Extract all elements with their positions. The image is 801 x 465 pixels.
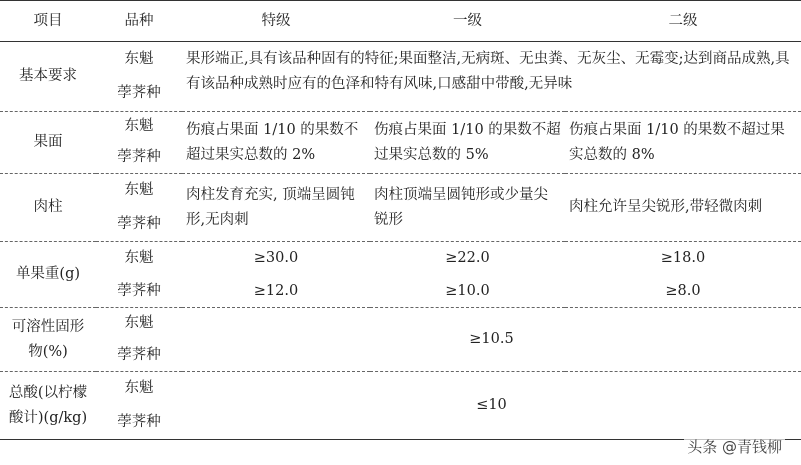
weight-item-cell: 单果重(g) <box>0 242 96 308</box>
soluble-item-cell: 可溶性固形物(%) <box>0 308 96 372</box>
surface-row-1 <box>0 112 801 142</box>
header-special-grade: 特级 <box>182 1 370 42</box>
weight-biqi-special: ≥12.0 <box>182 276 370 308</box>
weight-biqi-second: ≥8.0 <box>565 276 801 308</box>
watermark: 头条 @青钱柳 <box>684 436 785 457</box>
header-item: 项目 <box>0 1 96 42</box>
soluble-value: ≥10.5 <box>182 308 801 372</box>
basic-item-cell: 基本要求 <box>0 42 96 112</box>
variety-biqi: 荸荠种 <box>96 208 182 242</box>
basic-requirement-text: 果形端正,具有该品种固有的特征;果面整洁,无病斑、无虫粪、无灰尘、无霉变;达到商品成熟,具有该品种成熟时应有的色泽和特有风味,口感甜中带酸,无异味 <box>182 42 801 112</box>
variety-dongkui: 东魁 <box>124 118 154 135</box>
surface-special: 伤痕占果面 1/10 的果数不超过果实总数的 2% <box>182 112 370 174</box>
surface-item-cell: 果面 <box>0 112 96 174</box>
acid-item-cell: 总酸(以柠檬酸计)(g/kg) <box>0 372 96 440</box>
variety-biqi: 荸荠种 <box>96 142 182 174</box>
header-second-grade: 二级 <box>565 1 801 42</box>
variety-biqi: 荸荠种 <box>96 340 182 372</box>
surface-second: 伤痕占果面 1/10 的果数不超过果实总数的 8% <box>565 112 801 174</box>
header-first-grade: 一级 <box>370 1 565 42</box>
variety-dongkui: 东魁 <box>124 182 154 199</box>
flesh-special: 肉柱发育充实, 顶端呈圆钝形,无肉刺 <box>182 174 370 242</box>
variety-biqi: 荸荠种 <box>96 276 182 308</box>
variety-dongkui: 东魁 <box>124 250 154 267</box>
weight-dongkui-special: ≥30.0 <box>253 250 299 267</box>
basic-row-1 <box>0 42 801 77</box>
header-row <box>0 1 801 42</box>
weight-dongkui-second: ≥18.0 <box>660 250 706 267</box>
weight-biqi-first: ≥10.0 <box>370 276 565 308</box>
acid-value: ≤10 <box>182 372 801 440</box>
variety-dongkui: 东魁 <box>124 50 154 67</box>
variety-biqi: 荸荠种 <box>96 77 182 112</box>
variety-dongkui: 东魁 <box>124 380 154 397</box>
variety-dongkui: 东魁 <box>124 315 154 332</box>
header-variety: 品种 <box>96 1 182 42</box>
flesh-first: 肉柱顶端呈圆钝形或少量尖锐形 <box>370 174 565 242</box>
weight-row-biqi <box>0 276 801 308</box>
weight-dongkui-first: ≥22.0 <box>445 250 490 267</box>
weight-row-dongkui <box>0 242 801 276</box>
soluble-row-1 <box>0 308 801 340</box>
variety-biqi: 荸荠种 <box>96 406 182 440</box>
flesh-item-cell: 肉柱 <box>0 174 96 242</box>
acid-row-1 <box>0 372 801 406</box>
flesh-row-1 <box>0 174 801 208</box>
flesh-second: 肉柱允许呈尖锐形,带轻微肉刺 <box>565 174 801 242</box>
surface-first: 伤痕占果面 1/10 的果数不超过果实总数的 5% <box>370 112 565 174</box>
